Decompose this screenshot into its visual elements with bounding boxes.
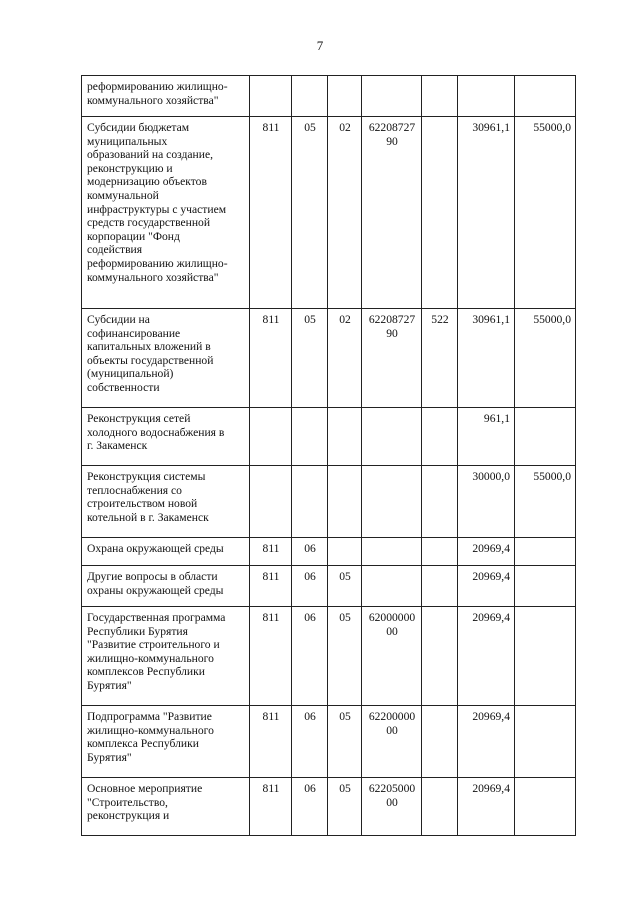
- cell-name: Реконструкция сетей холодного водоснабжения в г. Закаменск: [82, 408, 250, 466]
- cell-target-article: [362, 76, 422, 117]
- cell-target-article: [362, 566, 422, 607]
- cell-section: 05: [292, 309, 328, 408]
- cell-target-article: 62000000 00: [362, 607, 422, 706]
- cell-subsection: 05: [328, 706, 362, 778]
- table-row: [82, 117, 576, 309]
- cell-subsection: [328, 538, 362, 566]
- cell-expense-type: [422, 408, 458, 466]
- cell-expense-type: [422, 76, 458, 117]
- cell-expense-type: [422, 607, 458, 706]
- cell-target-article: 62205000 00: [362, 778, 422, 836]
- cell-subsection: 02: [328, 309, 362, 408]
- cell-sum-1: [458, 76, 515, 117]
- cell-expense-type: 522: [422, 309, 458, 408]
- cell-admin-code: 811: [250, 607, 292, 706]
- table-row: [82, 778, 576, 836]
- cell-sum-1: 20969,4: [458, 566, 515, 607]
- cell-section: 06: [292, 778, 328, 836]
- budget-table: [81, 75, 576, 836]
- cell-sum-2: [515, 607, 576, 706]
- cell-expense-type: [422, 566, 458, 607]
- cell-target-article: 62208727 90: [362, 309, 422, 408]
- page-number: 7: [316, 38, 324, 53]
- cell-admin-code: [250, 76, 292, 117]
- cell-sum-2: [515, 706, 576, 778]
- cell-section: [292, 76, 328, 117]
- cell-admin-code: 811: [250, 117, 292, 309]
- table-row: [82, 538, 576, 566]
- cell-sum-1: 20969,4: [458, 706, 515, 778]
- table-row: [82, 466, 576, 538]
- table-body: [82, 76, 576, 836]
- cell-admin-code: 811: [250, 706, 292, 778]
- cell-sum-2: [515, 76, 576, 117]
- cell-subsection: 05: [328, 566, 362, 607]
- cell-name: Другие вопросы в области охраны окружающей среды: [82, 566, 250, 607]
- cell-admin-code: 811: [250, 309, 292, 408]
- cell-sum-1: 30000,0: [458, 466, 515, 538]
- cell-admin-code: 811: [250, 778, 292, 836]
- cell-expense-type: [422, 117, 458, 309]
- cell-sum-1: 961,1: [458, 408, 515, 466]
- cell-name: Подпрограмма "Развитие жилищно-коммунального комплекса Республики Бурятия": [82, 706, 250, 778]
- cell-name: Государственная программа Республики Бурятия "Развитие строительного и жилищно-коммунального комплексов Республики Бурятия": [82, 607, 250, 706]
- cell-sum-2: 55000,0: [515, 466, 576, 538]
- cell-section: [292, 466, 328, 538]
- cell-target-article: 62208727 90: [362, 117, 422, 309]
- cell-section: 06: [292, 566, 328, 607]
- cell-name: реформированию жилищно- коммунального хозяйства": [82, 76, 250, 117]
- cell-admin-code: [250, 466, 292, 538]
- table-row: [82, 566, 576, 607]
- cell-sum-2: [515, 408, 576, 466]
- cell-admin-code: [250, 408, 292, 466]
- cell-sum-2: 55000,0: [515, 117, 576, 309]
- cell-sum-2: 55000,0: [515, 309, 576, 408]
- table-row: [82, 76, 576, 117]
- cell-target-article: [362, 408, 422, 466]
- cell-name: Охрана окружающей среды: [82, 538, 250, 566]
- cell-target-article: 62200000 00: [362, 706, 422, 778]
- cell-sum-1: 20969,4: [458, 778, 515, 836]
- cell-section: 05: [292, 117, 328, 309]
- cell-section: [292, 408, 328, 466]
- cell-target-article: [362, 466, 422, 538]
- cell-subsection: 05: [328, 778, 362, 836]
- table-row: [82, 607, 576, 706]
- cell-name: Субсидии на софинансирование капитальных вложений в объекты государственной (муниципальной) собственности: [82, 309, 250, 408]
- cell-sum-1: 20969,4: [458, 607, 515, 706]
- cell-sum-1: 30961,1: [458, 309, 515, 408]
- table-row: [82, 309, 576, 408]
- cell-section: 06: [292, 706, 328, 778]
- cell-sum-2: [515, 778, 576, 836]
- cell-sum-1: 20969,4: [458, 538, 515, 566]
- cell-sum-2: [515, 566, 576, 607]
- cell-sum-1: 30961,1: [458, 117, 515, 309]
- cell-admin-code: 811: [250, 566, 292, 607]
- cell-subsection: [328, 408, 362, 466]
- table-row: [82, 408, 576, 466]
- cell-subsection: [328, 466, 362, 538]
- cell-expense-type: [422, 466, 458, 538]
- cell-expense-type: [422, 706, 458, 778]
- cell-target-article: [362, 538, 422, 566]
- cell-expense-type: [422, 538, 458, 566]
- cell-sum-2: [515, 538, 576, 566]
- cell-name: Субсидии бюджетам муниципальных образований на создание, реконструкцию и модернизацию объектов коммунальной инфраструктуры с участием средств государственной корпорации "Фонд содействия реформированию жилищно- коммунального хозяйства": [82, 117, 250, 309]
- cell-section: 06: [292, 538, 328, 566]
- cell-name: Основное мероприятие "Строительство, реконструкция и: [82, 778, 250, 836]
- cell-section: 06: [292, 607, 328, 706]
- cell-admin-code: 811: [250, 538, 292, 566]
- table-row: [82, 706, 576, 778]
- cell-subsection: 02: [328, 117, 362, 309]
- cell-subsection: [328, 76, 362, 117]
- cell-expense-type: [422, 778, 458, 836]
- cell-name: Реконструкция системы теплоснабжения со строительством новой котельной в г. Закаменск: [82, 466, 250, 538]
- cell-subsection: 05: [328, 607, 362, 706]
